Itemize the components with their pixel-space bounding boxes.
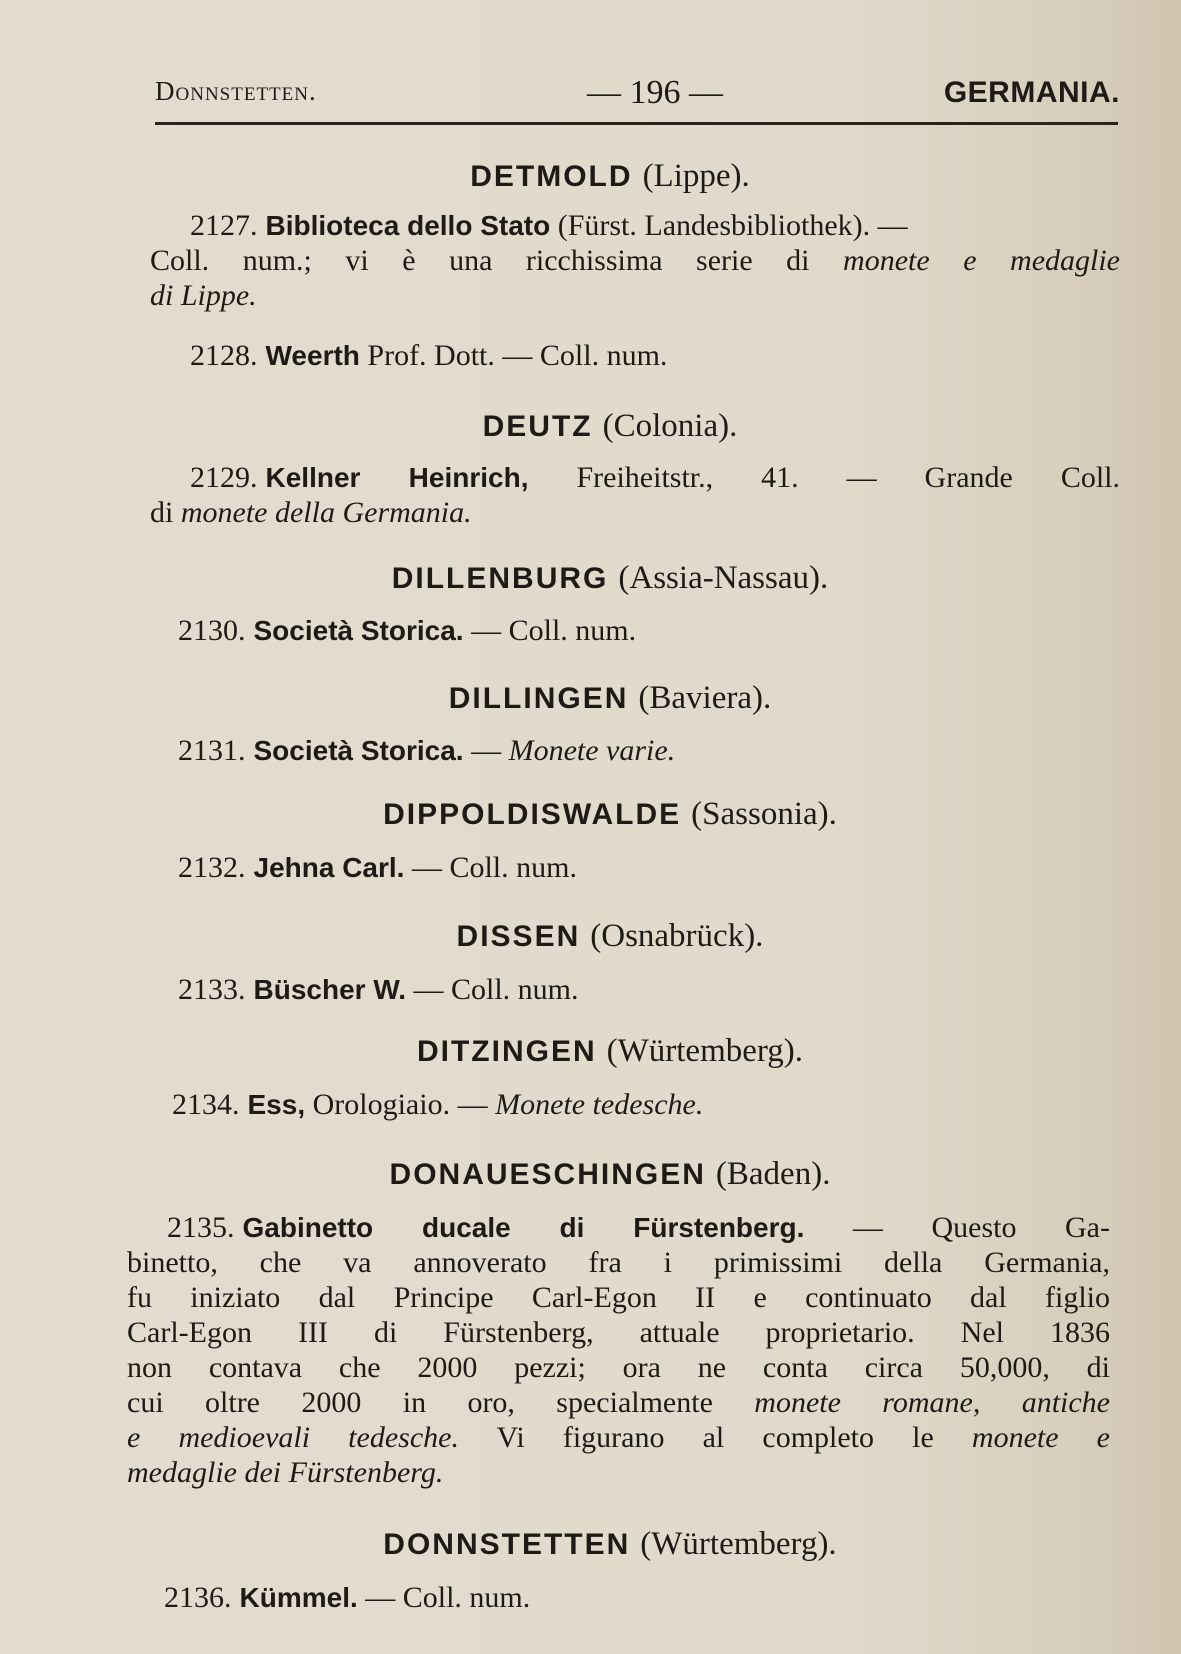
- section-heading: [130, 158, 1090, 195]
- entry-line: Carl-Egon III di Fürstenberg, attuale proprietario. Nel 1836: [127, 1316, 1110, 1349]
- entry-text: — Coll. num.: [405, 973, 579, 1006]
- entry-name: Biblioteca dello Stato: [265, 210, 551, 241]
- entry: [150, 850, 1120, 885]
- entry-name: Jehna Carl.: [253, 852, 405, 883]
- running-header: [155, 70, 1120, 120]
- entry-name: Kümmel.: [239, 1582, 358, 1613]
- region-name: (Osnabrück).: [590, 918, 764, 954]
- entry-text: Orologiaio. —: [305, 1088, 496, 1121]
- entry-number: 2127.: [190, 209, 258, 242]
- entry-line: [150, 243, 1120, 278]
- entry: [150, 460, 1120, 530]
- entry: [150, 208, 1120, 313]
- entry-text: Prof. Dott. — Coll. num.: [359, 339, 668, 372]
- entry-text: —: [463, 734, 509, 767]
- place-name: DISSEN: [456, 920, 581, 953]
- region-name: (Sassonia).: [691, 796, 837, 832]
- section-heading: [130, 918, 1090, 955]
- entry-name: Ess,: [247, 1089, 306, 1120]
- place-name: DIPPOLDISWALDE: [383, 798, 682, 831]
- section-heading: [130, 1033, 1090, 1070]
- section-heading: [130, 1156, 1090, 1193]
- entry-line: fu iniziato dal Principe Carl-Egon II e continuato dal figlio: [127, 1281, 1110, 1314]
- entry-number: 2130.: [178, 614, 246, 647]
- entry: [150, 733, 1120, 768]
- entry-line: [150, 460, 1120, 495]
- entry-italic: Monete tedesche.: [495, 1088, 704, 1121]
- place-name: DITZINGEN: [416, 1035, 597, 1068]
- region-name: (Baviera).: [638, 680, 772, 716]
- header-right: GERMANIA.: [943, 76, 1120, 109]
- region-name: (Assia-Nassau).: [618, 560, 829, 596]
- entry-text: Vi figurano al completo le: [458, 1421, 972, 1454]
- entry-name: Weerth: [265, 340, 360, 371]
- entry-number: 2133.: [178, 973, 246, 1006]
- entry-text: cui oltre 2000 in oro, specialmente: [127, 1386, 755, 1419]
- entry-name: Kellner Heinrich,: [265, 462, 529, 493]
- section-heading: [130, 796, 1090, 833]
- entry-number: 2135.: [167, 1211, 235, 1244]
- entry-number: 2128.: [190, 339, 258, 372]
- region-name: (Lippe).: [642, 158, 750, 194]
- entry-name: Gabinetto ducale di Fürstenberg.: [242, 1212, 805, 1243]
- entry-name: Büscher W.: [253, 974, 406, 1005]
- entry-text: — Coll. num.: [357, 1581, 531, 1614]
- entry: [150, 1087, 1120, 1122]
- entry: [150, 972, 1120, 1007]
- region-name: (Würtemberg).: [640, 1526, 837, 1562]
- place-name: DONNSTETTEN: [383, 1528, 631, 1561]
- entry-italic: medaglie dei Fürstenberg.: [127, 1456, 444, 1489]
- entry-number: 2131.: [178, 734, 246, 767]
- entry: [127, 1210, 1110, 1490]
- entry-line: [127, 1210, 1110, 1245]
- entry-line: binetto, che va annoverato fra i primissimi della Germania,: [127, 1246, 1110, 1279]
- entry-italic: monete romane, antiche: [754, 1386, 1110, 1419]
- entry-text: — Coll. num.: [463, 614, 637, 647]
- entry-number: 2129.: [190, 461, 258, 494]
- entry-italic: Monete varie.: [508, 734, 676, 767]
- entry: [150, 338, 1120, 373]
- section-heading: [130, 408, 1090, 445]
- place-name: DEUTZ: [482, 410, 593, 443]
- entry-italic: di Lippe.: [150, 279, 257, 312]
- header-left: Donnstetten.: [155, 76, 317, 106]
- entry-line: non contava che 2000 pezzi; ora ne conta circa 50,000, di: [127, 1351, 1110, 1384]
- entry-text: Coll. num.; vi è una ricchissima serie di: [150, 244, 844, 277]
- entry-line: [127, 1385, 1110, 1420]
- place-name: DETMOLD: [470, 160, 633, 193]
- place-name: DILLENBURG: [391, 562, 609, 595]
- entry-number: 2136.: [164, 1581, 232, 1614]
- entry-italic: monete della Germania.: [180, 496, 472, 529]
- place-name: DONAUESCHINGEN: [389, 1158, 706, 1191]
- section-heading: [130, 560, 1090, 597]
- entry-number: 2132.: [178, 851, 246, 884]
- region-name: (Baden).: [715, 1156, 831, 1192]
- entry-line: [127, 1420, 1110, 1455]
- entry-italic: e medioevali tedesche.: [127, 1421, 459, 1454]
- place-name: DILLINGEN: [448, 682, 629, 715]
- section-heading: [130, 1526, 1090, 1563]
- entry-text: di: [150, 496, 181, 529]
- entry-italic: monete e medaglie: [843, 244, 1120, 277]
- entry-text: (Fürst. Landesbibliothek). —: [550, 209, 908, 242]
- region-name: (Colonia).: [602, 408, 738, 444]
- entry-text: — Coll. num.: [404, 851, 577, 884]
- region-name: (Würtemberg).: [606, 1033, 804, 1069]
- page-number: — 196 —: [587, 74, 723, 111]
- entry-text: Freiheitstr., 41. — Grande Coll.: [528, 461, 1121, 494]
- entry: [150, 613, 1120, 648]
- entry-name: Società Storica.: [253, 735, 464, 766]
- header-rule: [155, 122, 1118, 125]
- entry-name: Società Storica.: [253, 615, 464, 646]
- entry-text: — Questo Ga-: [804, 1211, 1110, 1244]
- section-heading: [130, 680, 1090, 717]
- entry-number: 2134.: [172, 1088, 240, 1121]
- entry: [150, 1580, 1120, 1615]
- entry-italic: monete e: [971, 1421, 1110, 1454]
